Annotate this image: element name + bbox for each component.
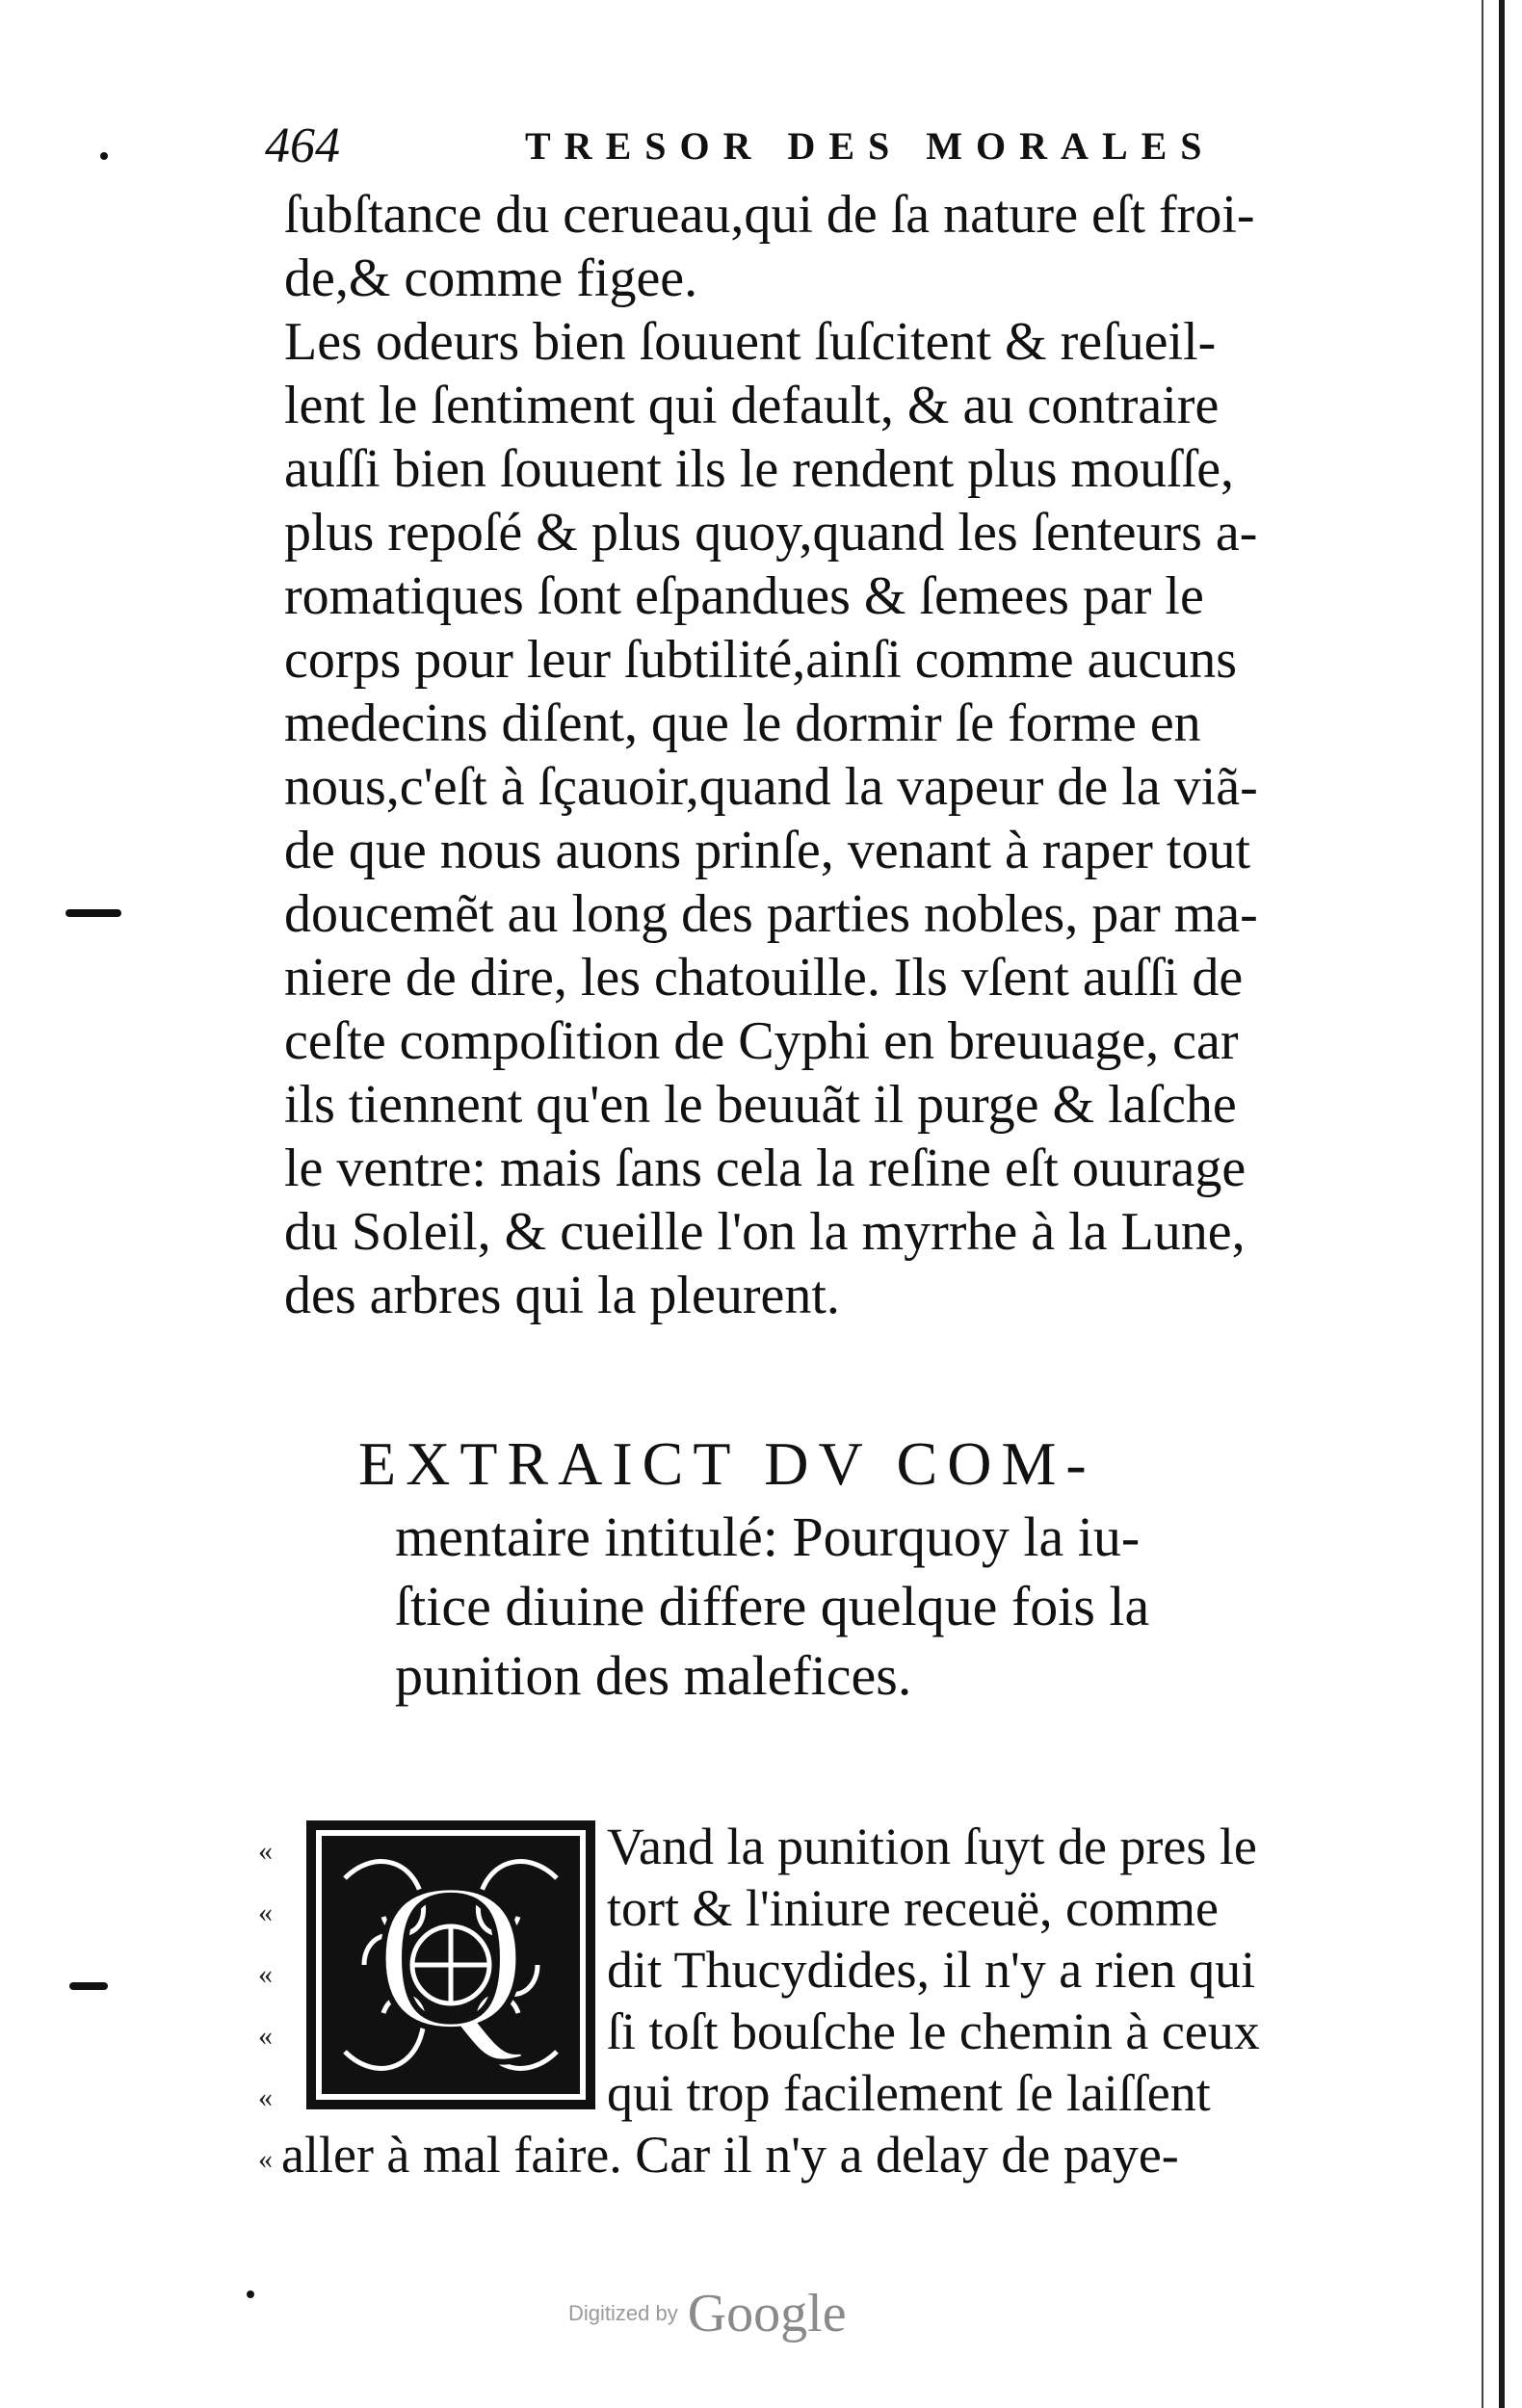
text-line: ſubſtance du cerueau,qui de ſa nature eſt froi- — [284, 185, 1255, 245]
text-line: niere de dire, les chatouille. Ils vſent auſſi de — [284, 948, 1244, 1008]
page-header — [265, 118, 1267, 185]
text-line: du Soleil, & cueille l'on la myrrhe à la Lune, — [284, 1202, 1246, 1262]
text-line: tort & l'iniure receuë, comme — [607, 1879, 1219, 1937]
paragraph-one — [284, 183, 1325, 1327]
quote-mark: « — [258, 2143, 273, 2175]
decorated-initial-q-icon — [306, 1820, 595, 2109]
text-line: medecins diſent, que le dormir ſe forme en — [284, 694, 1201, 753]
text-line: dit Thucydides, il n'y a rien qui — [607, 1941, 1256, 1999]
quote-mark: « — [258, 1958, 273, 1990]
page-number: 464 — [265, 118, 340, 173]
text-line: nous,c'eſt à ſçauoir,quand la vapeur de la viã- — [284, 757, 1258, 817]
text-line: Les odeurs bien ſouuent ſuſcitent & reſueil- — [284, 312, 1217, 372]
paragraph-two — [607, 1816, 1339, 2124]
text-line: ſi toſt bouſche le chemin à ceux — [607, 2002, 1260, 2060]
heading-subtitle-line: mentaire intitulé: Pourquoy la iu- — [395, 1505, 1141, 1568]
text-line: le ventre: mais ſans cela la reſine eſt ouurage — [284, 1139, 1246, 1198]
heading-subtitle-line: punition des malefices. — [395, 1644, 912, 1707]
section-heading — [358, 1426, 1302, 1711]
initial-letter: Q — [374, 1839, 528, 2074]
text-line: corps pour leur ſubtilité,ainſi comme aucuns — [284, 630, 1238, 690]
text-line: des arbres qui la pleurent. — [284, 1266, 840, 1325]
quote-mark: « — [258, 1835, 273, 1867]
heading-subtitle-line: ſtice diuine differe quelque fois la — [395, 1575, 1150, 1637]
text-line: Vand la punition ſuyt de pres le — [607, 1818, 1257, 1875]
page-edge-shadow — [1499, 0, 1505, 2408]
margin-mark — [66, 909, 121, 917]
text-line: doucemẽt au long des parties nobles, par ma- — [284, 884, 1258, 944]
text-line: auſſi bien ſouuent ils le rendent plus mouſſe, — [284, 439, 1235, 499]
quote-mark: « — [258, 1897, 273, 1928]
quote-mark: « — [258, 2081, 273, 2113]
google-logo: Google — [687, 2284, 847, 2343]
text-line: ils tiennent qu'en le beuuãt il purge & laſche — [284, 1075, 1237, 1135]
page-edge-line — [1482, 0, 1483, 2408]
text-line: ceſte compoſition de Cyphi en breuuage, car — [284, 1011, 1239, 1071]
digitized-by-label: Digitized by — [568, 2301, 678, 2325]
digitized-watermark — [568, 2283, 847, 2344]
text-line: de que nous auons prinſe, venant à raper tout — [284, 821, 1251, 880]
margin-dot — [247, 2290, 254, 2298]
text-line: qui trop facilement ſe laiſſent — [607, 2064, 1211, 2122]
text-line: aller à mal faire. Car il n'y a delay de paye- — [281, 2126, 1179, 2184]
text-line: de,& comme figee. — [284, 249, 698, 308]
margin-mark — [69, 1982, 108, 1990]
quote-mark: « — [258, 2020, 273, 2052]
margin-dot — [100, 152, 108, 160]
initial-ornament — [306, 1820, 595, 2109]
heading-title: EXTRAICT DV COM- — [358, 1429, 1096, 1498]
text-line: romatiques ſont eſpandues & ſemees par le — [284, 566, 1204, 626]
running-title: TRESOR DES MORALES — [525, 124, 1216, 168]
text-line: lent le ſentiment qui default, & au contraire — [284, 376, 1220, 435]
text-line: plus repoſé & plus quoy,quand les ſenteurs a- — [284, 503, 1258, 563]
